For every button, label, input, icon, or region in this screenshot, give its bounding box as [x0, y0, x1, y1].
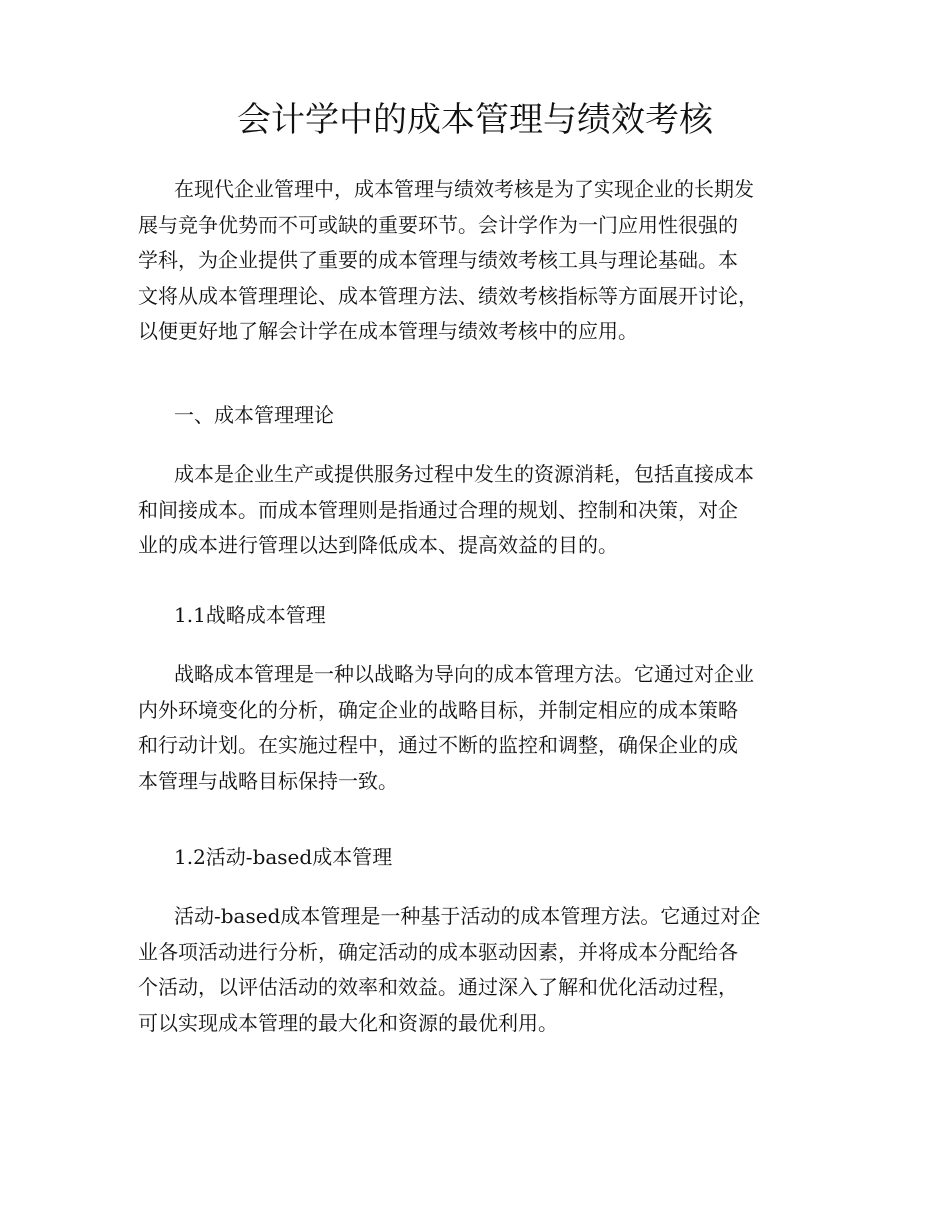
section-heading-cost-theory [138, 398, 828, 434]
text-line: 和间接成本。而成本管理则是指通过合理的规划、控制和决策，对企 [138, 497, 738, 522]
activity-based-cost-paragraph [138, 899, 828, 1041]
text-line: 内外环境变化的分析，确定企业的战略目标，并制定相应的成本策略 [138, 697, 738, 722]
text-line: 在现代企业管理中，成本管理与绩效考核是为了实现企业的长期发 [174, 177, 754, 201]
text-line: 可以实现成本管理的最大化和资源的最优利用。 [138, 1010, 558, 1035]
strategic-cost-paragraph [138, 657, 828, 799]
subheading-strategic-cost [138, 598, 828, 634]
text-line: 个活动，以评估活动的效率和效益。通过深入了解和优化活动过程， [138, 975, 738, 999]
subheading-activity-based-cost [138, 840, 828, 876]
text-line: 成本是企业生产或提供服务过程中发生的资源消耗，包括直接成本 [174, 462, 754, 486]
section-heading: 一、成本管理理论 [174, 403, 334, 427]
subsection-heading: 1.2活动-based成本管理 [174, 845, 393, 869]
text-line: 展与竞争优势而不可或缺的重要环节。会计学作为一门应用性很强的 [138, 212, 738, 237]
text-line: 以便更好地了解会计学在成本管理与绩效考核中的应用。 [138, 319, 638, 343]
text-line: 学科，为企业提供了重要的成本管理与绩效考核工具与理论基础。本 [138, 248, 738, 272]
text-line: 和行动计划。在实施过程中，通过不断的监控和调整，确保企业的成 [138, 733, 738, 757]
text-line: 战略成本管理是一种以战略为导向的成本管理方法。它通过对企业 [174, 662, 754, 686]
cost-definition-paragraph [138, 457, 828, 564]
page-title: 会计学中的成本管理与绩效考核 [237, 100, 713, 140]
text-line: 业的成本进行管理以达到降低成本、提高效益的目的。 [138, 533, 618, 557]
subsection-heading: 1.1战略成本管理 [174, 603, 326, 627]
text-line: 文将从成本管理理论、成本管理方法、绩效考核指标等方面展开讨论， [138, 283, 758, 308]
text-line: 活动-based成本管理是一种基于活动的成本管理方法。它通过对企 [174, 904, 761, 928]
text-line: 本管理与战略目标保持一致。 [138, 768, 398, 793]
text-line: 业各项活动进行分析，确定活动的成本驱动因素，并将成本分配给各 [138, 939, 738, 964]
intro-paragraph [138, 172, 828, 350]
